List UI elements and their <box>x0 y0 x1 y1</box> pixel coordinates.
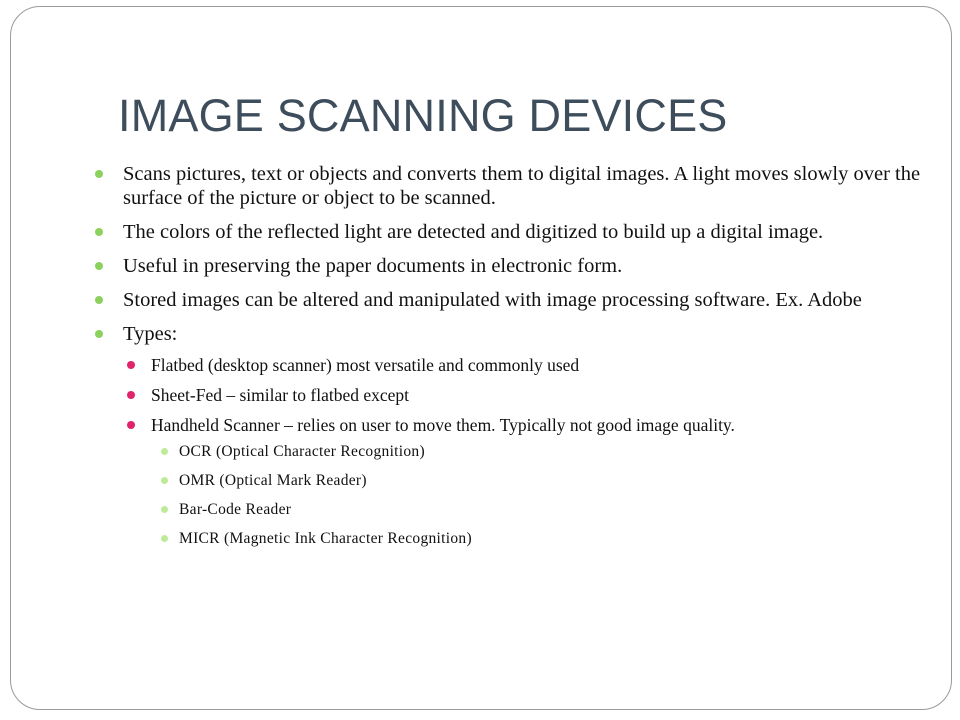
bullet-icon <box>95 330 103 338</box>
sub-sub-bullet-icon <box>161 448 168 455</box>
example-item-micr <box>155 529 931 549</box>
sub-sub-bullet-icon <box>161 477 168 484</box>
example-text: OMR (Optical Mark Reader) <box>179 472 367 489</box>
example-item-omr <box>155 471 931 491</box>
bullet-icon <box>95 262 103 270</box>
example-item-ocr <box>155 442 931 462</box>
bullet-text: Useful in preserving the paper documents in electronic form. <box>123 255 623 277</box>
bullet-text: Scans pictures, text or objects and converts them to digital images. A light moves slowly over the surface of the picture or object to be scanned. <box>123 163 921 209</box>
example-text: Bar-Code Reader <box>179 501 292 518</box>
sub-sub-bullet-icon <box>161 506 168 513</box>
bullet-text: Stored images can be altered and manipulated with image processing software. Ex. Adobe <box>123 289 862 311</box>
bullet-item-preserving-documents <box>91 254 931 278</box>
bullet-item-reflected-light <box>91 220 931 244</box>
bullet-item-stored-images <box>91 288 931 312</box>
slide-frame <box>10 6 952 710</box>
bullet-icon <box>95 170 103 178</box>
bullet-list <box>91 162 931 549</box>
example-item-bar-code-reader <box>155 500 931 520</box>
example-text: OCR (Optical Character Recognition) <box>179 443 425 460</box>
handheld-examples-list <box>151 442 931 549</box>
bullet-item-scanning-overview <box>91 162 931 210</box>
type-text: Sheet-Fed – similar to flatbed except <box>151 385 410 405</box>
sub-sub-bullet-icon <box>161 535 168 542</box>
type-item-sheet-fed <box>121 384 931 406</box>
type-item-handheld <box>121 414 931 549</box>
bullet-icon <box>95 228 103 236</box>
bullet-icon <box>95 296 103 304</box>
types-list <box>123 354 931 549</box>
type-text: Flatbed (desktop scanner) most versatile and commonly used <box>151 355 580 375</box>
sub-bullet-icon <box>127 391 135 399</box>
bullet-text: The colors of the reflected light are detected and digitized to build up a digital image. <box>123 221 824 243</box>
type-text: Handheld Scanner – relies on user to move them. Typically not good image quality. <box>151 415 735 435</box>
sub-bullet-icon <box>127 421 135 429</box>
type-item-flatbed <box>121 354 931 376</box>
slide-title: IMAGE SCANNING DEVICES <box>118 90 728 141</box>
example-text: MICR (Magnetic Ink Character Recognition) <box>179 530 472 547</box>
slide-body <box>91 162 931 559</box>
sub-bullet-icon <box>127 361 135 369</box>
bullet-text: Types: <box>123 323 178 345</box>
bullet-item-types <box>91 322 931 549</box>
